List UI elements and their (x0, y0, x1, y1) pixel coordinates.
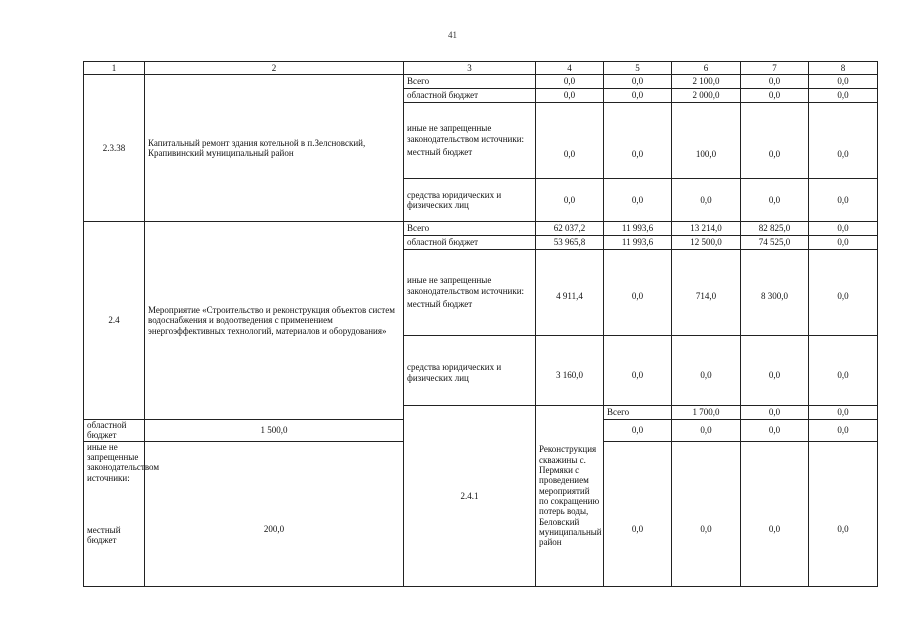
funding-source-group (404, 250, 536, 336)
amount-cell: 0,0 (672, 336, 741, 406)
amount-cell: 0,0 (536, 89, 604, 103)
amount-cell: 1 500,0 (145, 420, 404, 442)
section-code: 2.3.38 (84, 75, 145, 222)
column-header: 2 (145, 62, 404, 75)
amount-cell: 0,0 (672, 179, 741, 222)
amount-cell: 53 965,8 (536, 236, 604, 250)
column-header: 3 (404, 62, 536, 75)
amount-cell: 0,0 (604, 75, 672, 89)
funding-source: областной бюджет (404, 236, 536, 250)
amount-cell: 0,0 (809, 250, 878, 336)
section-name: Капитальный ремонт здания котельной в п.Зелсновский, Крапивинский муниципальный район (145, 75, 404, 222)
amount-cell: 0,0 (809, 75, 878, 89)
column-header: 5 (604, 62, 672, 75)
amount-cell: 0,0 (536, 103, 604, 179)
funding-source: средства юридических и физических лиц (404, 336, 536, 406)
amount-cell: 1 700,0 (672, 406, 741, 420)
amount-cell: 0,0 (604, 336, 672, 406)
amount-cell: 0,0 (809, 406, 878, 420)
amount-cell: 62 037,2 (536, 222, 604, 236)
amount-cell: 0,0 (809, 89, 878, 103)
page-number: 41 (448, 30, 457, 40)
funding-source: местный бюджет (407, 299, 473, 310)
amount-cell: 0,0 (809, 236, 878, 250)
amount-cell: 11 993,6 (604, 236, 672, 250)
amount-cell: 74 525,0 (741, 236, 809, 250)
amount-cell: 0,0 (604, 179, 672, 222)
funding-source: иные не запрещенные законодательством источники: (87, 441, 160, 483)
amount-cell: 0,0 (604, 89, 672, 103)
funding-source: местный бюджет (87, 525, 121, 546)
funding-source: Всего (604, 406, 672, 420)
amount-cell: 82 825,0 (741, 222, 809, 236)
amount-cell: 0,0 (672, 420, 741, 442)
section-code: 2.4.1 (404, 406, 536, 587)
funding-source: Всего (404, 222, 536, 236)
amount-cell: 0,0 (604, 250, 672, 336)
amount-cell: 0,0 (604, 420, 672, 442)
column-header: 6 (672, 62, 741, 75)
funding-source-group (84, 441, 160, 586)
amount-cell: 0,0 (604, 441, 672, 586)
amount-cell: 2 000,0 (672, 89, 741, 103)
funding-source: областной бюджет (404, 89, 536, 103)
amount-cell: 0,0 (741, 420, 809, 442)
table-row (84, 75, 878, 89)
amount-cell: 0,0 (536, 179, 604, 222)
section-name: Реконструкция скважины с. Пермяки с проведением мероприятий по сокращению потерь воды, Беловский муниципальный район (536, 406, 604, 587)
amount-cell: 13 214,0 (672, 222, 741, 236)
amount-cell: 8 300,0 (741, 250, 809, 336)
amount-cell: 0,0 (741, 103, 809, 179)
amount-cell: 714,0 (672, 250, 741, 336)
amount-cell: 0,0 (809, 222, 878, 236)
amount-cell: 11 993,6 (604, 222, 672, 236)
amount-cell: 200,0 (145, 441, 404, 586)
amount-cell: 0,0 (809, 420, 878, 442)
header-row (84, 62, 878, 75)
column-header: 7 (741, 62, 809, 75)
amount-cell: 12 500,0 (672, 236, 741, 250)
amount-cell: 0,0 (604, 103, 672, 179)
funding-source: местный бюджет (407, 147, 473, 158)
column-header: 8 (809, 62, 878, 75)
amount-cell: 100,0 (672, 103, 741, 179)
amount-cell: 0,0 (741, 179, 809, 222)
section-name: Мероприятие «Строительство и реконструкция объектов систем водоснабжения и водоотведения с применением энергоэффективных технологий, материалов и оборудования» (145, 222, 404, 420)
section-code: 2.4 (84, 222, 145, 420)
funding-source: Всего (404, 75, 536, 89)
budget-table (83, 61, 878, 587)
amount-cell: 0,0 (672, 441, 741, 586)
amount-cell: 0,0 (809, 179, 878, 222)
amount-cell: 0,0 (809, 103, 878, 179)
amount-cell: 2 100,0 (672, 75, 741, 89)
amount-cell: 3 160,0 (536, 336, 604, 406)
column-header: 4 (536, 62, 604, 75)
funding-source: областной бюджет (84, 420, 145, 442)
amount-cell: 0,0 (741, 441, 809, 586)
amount-cell: 0,0 (741, 89, 809, 103)
amount-cell: 4 911,4 (536, 250, 604, 336)
amount-cell: 0,0 (809, 336, 878, 406)
amount-cell: 0,0 (741, 75, 809, 89)
amount-cell: 0,0 (741, 336, 809, 406)
funding-source: средства юридических и физических лиц (404, 179, 536, 222)
funding-source: иные не запрещенные законодательством источники: (407, 123, 525, 144)
funding-source-group (404, 103, 536, 179)
column-header: 1 (84, 62, 145, 75)
amount-cell: 0,0 (741, 406, 809, 420)
amount-cell: 0,0 (809, 441, 878, 586)
amount-cell: 0,0 (536, 75, 604, 89)
table-row (84, 222, 878, 236)
funding-source: иные не запрещенные законодательством источники: (407, 275, 525, 296)
